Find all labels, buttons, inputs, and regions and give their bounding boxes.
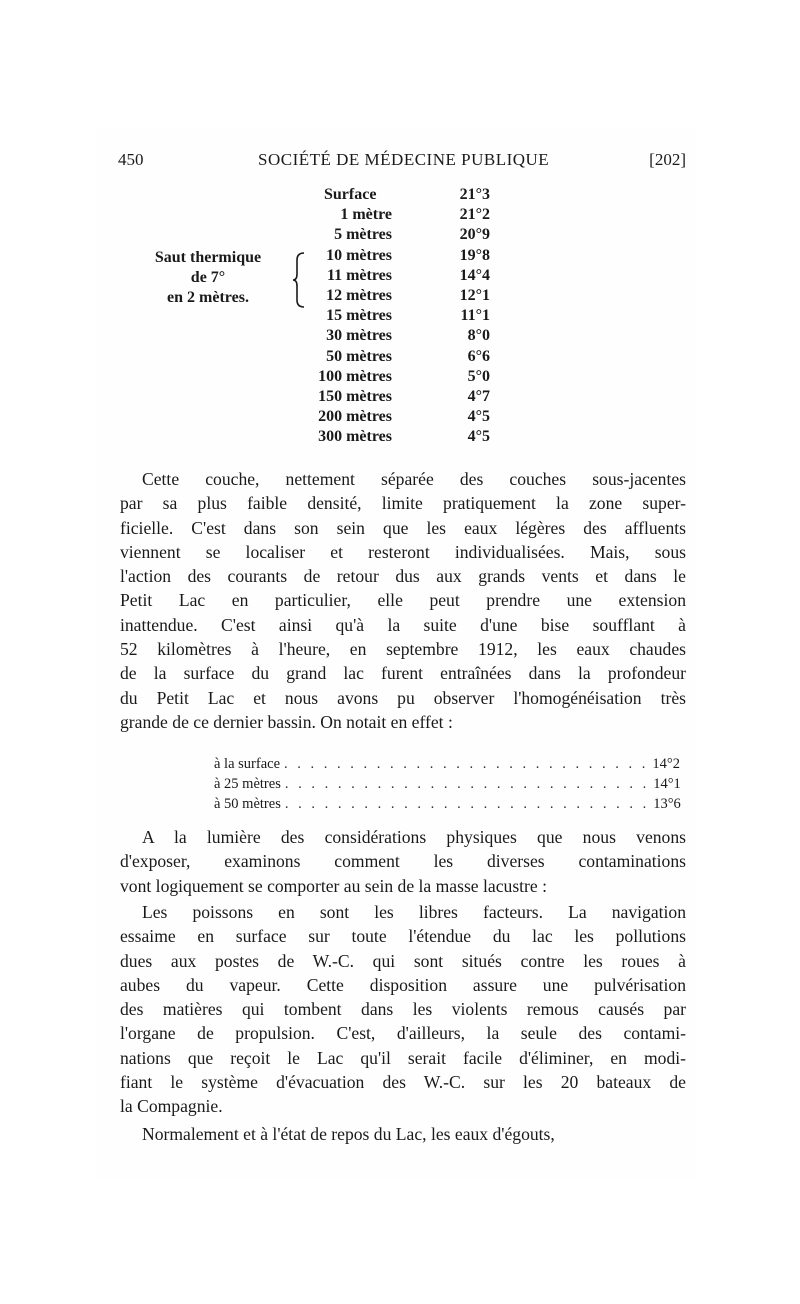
paragraph-surface-layer	[120, 467, 686, 734]
text-line: des matières qui tombent dans les violents remous causés par	[120, 999, 686, 1020]
table-row	[0, 428, 800, 448]
temperature-cell: 21°2	[459, 206, 490, 224]
table-row	[0, 247, 800, 267]
table-row	[0, 267, 800, 287]
depth-cell: 11 mètres	[326, 266, 392, 284]
text-line: A la lumière des considérations physiques que nous venons	[142, 827, 686, 847]
temperature-value: 14°2	[652, 756, 680, 772]
curly-brace-icon	[292, 252, 306, 308]
text-line: viennent se localiser et resteront individualisées. Mais, sous	[120, 541, 686, 562]
depth-cell: 12 mètres	[326, 287, 392, 304]
page-number: 450	[118, 150, 144, 169]
temperature-cell: 21°3	[459, 186, 490, 203]
thermocline-note-line: en 2 mètres.	[167, 289, 249, 306]
journal-title: SOCIÉTÉ DE MÉDECINE PUBLIQUE	[258, 150, 550, 169]
depth-cell: 100 mètres	[318, 367, 392, 385]
text-line: Les poissons en sont les libres facteurs. La navigation	[142, 902, 686, 922]
temperature-cell: 5°0	[467, 367, 490, 385]
text-line: nations que reçoit le Lac qu'il serait facile d'éliminer, en modi-	[120, 1047, 686, 1068]
temperature-cell: 14°4	[459, 266, 490, 284]
table-row	[0, 287, 800, 307]
depth-label: à 50 mètres	[214, 796, 281, 812]
text-line: Normalement et à l'état de repos du Lac, les eaux d'égouts,	[142, 1124, 555, 1144]
petit-lac-temperature-table	[214, 756, 681, 816]
text-line: Cette couche, nettement séparée des couches sous-jacentes	[142, 469, 686, 489]
text-line: d'exposer, examinons comment les diverses contaminations	[120, 851, 686, 872]
table-row	[0, 186, 800, 206]
text-line: Petit Lac en particulier, elle peut prendre une extension	[120, 590, 686, 611]
temperature-cell: 11°1	[460, 307, 490, 325]
text-line: par sa plus faible densité, limite pratiquement la zone super-	[120, 493, 686, 514]
text-line: dues aux postes de W.-C. qui sont situés contre les roues à	[120, 950, 686, 971]
depth-label: à 25 mètres	[214, 776, 281, 792]
temperature-cell: 20°9	[459, 226, 490, 244]
text-line: la Compagnie.	[120, 1096, 223, 1117]
depth-cell: Surface	[324, 186, 377, 203]
leader-dots: . . . . . . . . . . . . . . . . . . . . . . . . . . . .	[284, 756, 649, 772]
temperature-cell: 4°5	[467, 408, 490, 426]
table-row	[0, 206, 800, 226]
paragraph-contaminations	[120, 825, 686, 898]
table-row	[214, 756, 680, 776]
leader-dots: . . . . . . . . . . . . . . . . . . . . . . . . . . . .	[284, 776, 650, 792]
temperature-cell: 12°1	[459, 287, 490, 304]
temperature-cell: 6°6	[467, 347, 490, 365]
depth-cell: 150 mètres	[318, 388, 392, 405]
page-reference: [202]	[649, 150, 686, 169]
thermocline-note-line: Saut thermique	[154, 249, 262, 266]
thermocline-note-line: de 7°	[190, 269, 226, 286]
leader-dots: . . . . . . . . . . . . . . . . . . . . . . . . . . . .	[284, 796, 650, 812]
depth-cell: 1 mètre	[340, 206, 392, 224]
table-row	[0, 388, 800, 408]
running-header	[118, 150, 686, 172]
text-line: de la surface du grand lac furent entraînées dans la profondeur	[120, 663, 686, 684]
text-line: inattendue. C'est ainsi qu'à la suite d'une bise soufflant à	[120, 614, 686, 635]
depth-cell: 5 mètres	[334, 226, 392, 244]
depth-cell: 50 mètres	[326, 347, 392, 365]
text-line: grande de ce dernier bassin. On notait en effet :	[120, 711, 453, 732]
table-row	[0, 307, 800, 327]
text-line: fiant le système d'évacuation des W.-C. sur les 20 bateaux de	[120, 1072, 686, 1093]
text-line: du Petit Lac et nous avons pu observer l'homogénéisation très	[120, 687, 686, 708]
table-row	[0, 348, 800, 368]
depth-cell: 300 mètres	[318, 428, 392, 446]
paragraph-sewage	[120, 1122, 686, 1146]
table-row	[214, 796, 681, 816]
table-row	[0, 408, 800, 428]
text-line: l'organe de propulsion. C'est, d'ailleurs, la seule des contami-	[120, 1023, 686, 1044]
depth-cell: 10 mètres	[326, 246, 392, 264]
text-line: 52 kilomètres à l'heure, en septembre 1912, les eaux chaudes	[120, 639, 686, 660]
text-line: ficielle. C'est dans son sein que les eaux légères des affluents	[120, 517, 686, 538]
temperature-cell: 4°7	[467, 388, 490, 405]
text-line: vont logiquement se comporter au sein de la masse lacustre :	[120, 875, 548, 896]
temperature-value: 13°6	[653, 796, 681, 812]
thermocline-note	[140, 248, 276, 308]
depth-cell: 15 mètres	[326, 307, 392, 325]
text-line: aubes du vapeur. Cette disposition assure une pulvérisation	[120, 974, 686, 995]
depth-label: à la surface	[214, 756, 281, 772]
temperature-cell: 19°8	[459, 246, 490, 264]
paragraph-navigation	[120, 900, 686, 1119]
depth-cell: 30 mètres	[326, 327, 392, 345]
table-row	[0, 368, 800, 388]
table-row	[0, 327, 800, 347]
temperature-depth-table	[0, 186, 800, 446]
table-row	[214, 776, 681, 796]
text-line: essaime en surface sur toute l'étendue du lac les pollutions	[120, 926, 686, 947]
text-line: l'action des courants de retour dus aux grands vents et dans le	[120, 566, 686, 587]
temperature-cell: 8°0	[467, 327, 490, 345]
depth-cell: 200 mètres	[318, 408, 392, 426]
temperature-cell: 4°5	[467, 428, 490, 446]
temperature-value: 14°1	[653, 776, 681, 792]
table-row	[0, 226, 800, 246]
